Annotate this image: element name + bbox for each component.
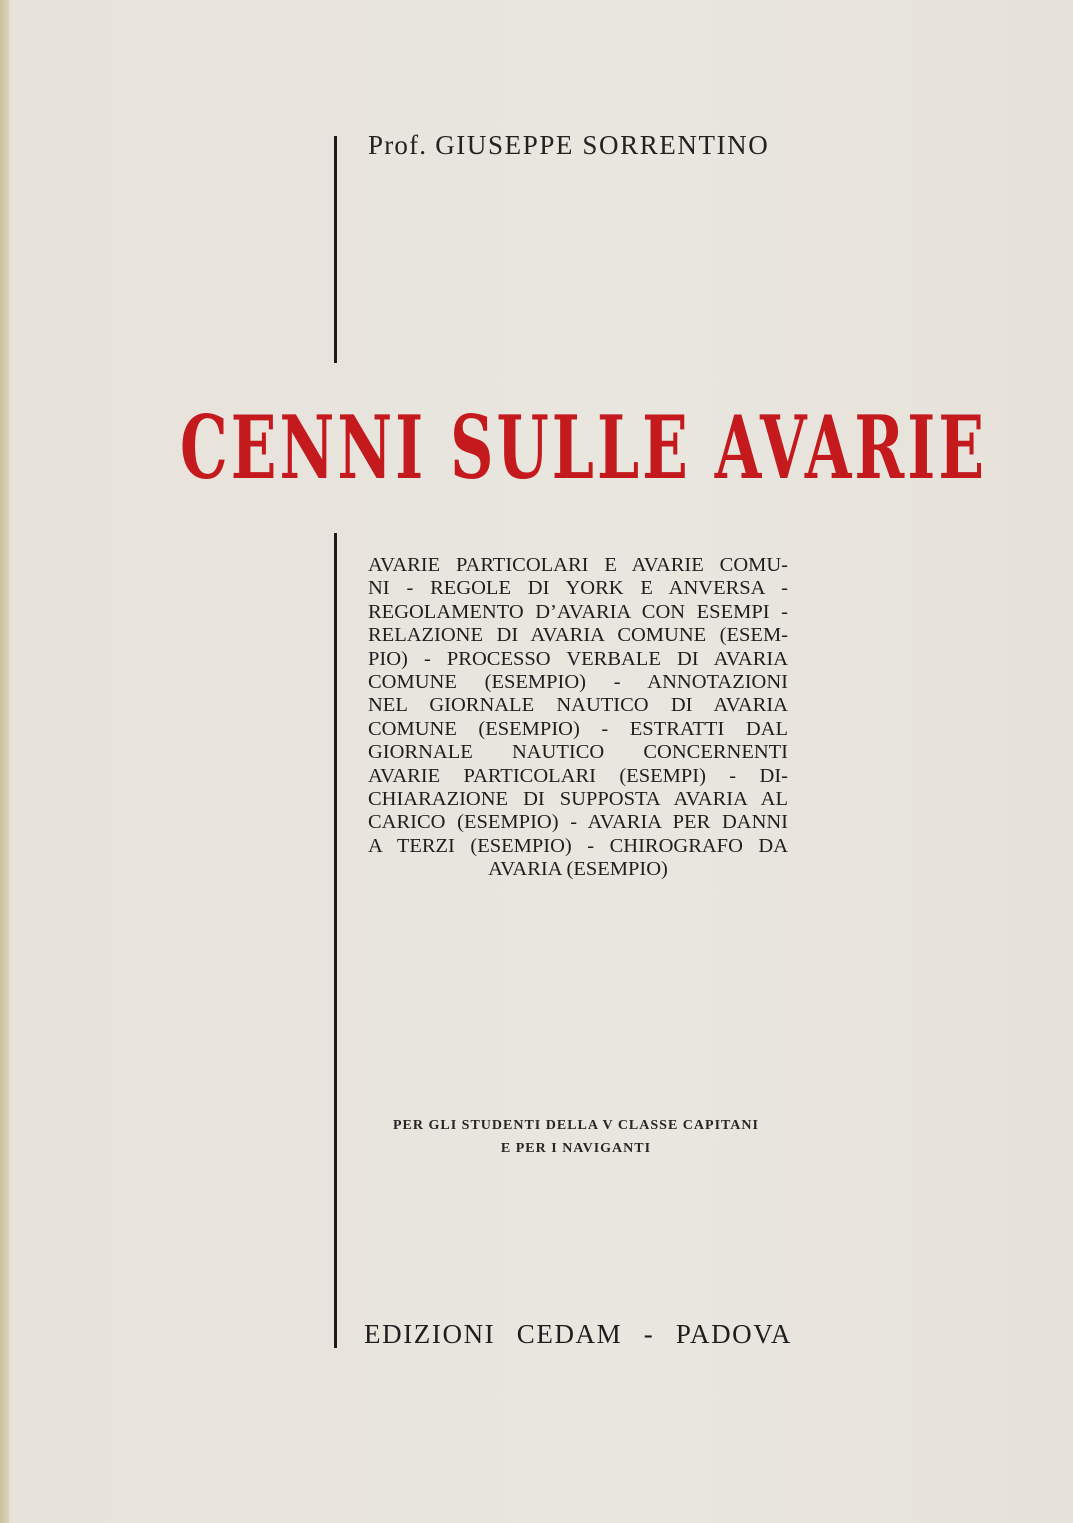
summary-line: RELAZIONE DI AVARIA COMUNE (ESEM- [368,624,788,647]
summary-line: REGOLAMENTO D’AVARIA CON ESEMPI - [368,600,788,623]
author-line [368,130,769,161]
summary-line: AVARIE PARTICOLARI E AVARIE COMU- [368,554,788,576]
audience-line: E PER I NAVIGANTI [500,1141,652,1156]
vertical-rule-top [334,136,337,363]
summary-line: PIO) - PROCESSO VERBALE DI AVARIA [368,647,788,670]
summary-line: CARICO (ESEMPIO) - AVARIA PER DANNI [368,811,788,834]
book-title: CENNI SULLE AVARIE [180,398,988,500]
summary-line: GIORNALE NAUTICO CONCERNENTI [368,741,788,764]
summary-line: COMUNE (ESEMPIO) - ANNOTAZIONI [368,671,788,694]
summary-line: A TERZI (ESEMPIO) - CHIROGRAFO DA [368,834,788,857]
vertical-rule-bottom [334,533,337,1348]
author-name: GIUSEPPE SORRENTINO [435,130,770,160]
summary-line: CHIARAZIONE DI SUPPOSTA AVARIA AL [368,788,788,811]
intended-audience [364,1114,788,1160]
contents-summary [368,554,788,882]
summary-line: COMUNE (ESEMPIO) - ESTRATTI DAL [368,717,788,740]
summary-line: AVARIA (ESEMPIO) [488,858,668,881]
audience-line: PER GLI STUDENTI DELLA V CLASSE CAPITANI [393,1118,759,1133]
author-prefix: Prof. [368,130,428,160]
summary-line: NEL GIORNALE NAUTICO DI AVARIA [368,694,788,717]
publisher-imprint: EDIZIONI CEDAM - PADOVA [364,1319,792,1349]
summary-line: NI - REGOLE DI YORK E ANVERSA - [368,577,788,600]
summary-line: AVARIE PARTICOLARI (ESEMPI) - DI- [368,764,788,787]
cover-spine-edge [0,0,9,1523]
